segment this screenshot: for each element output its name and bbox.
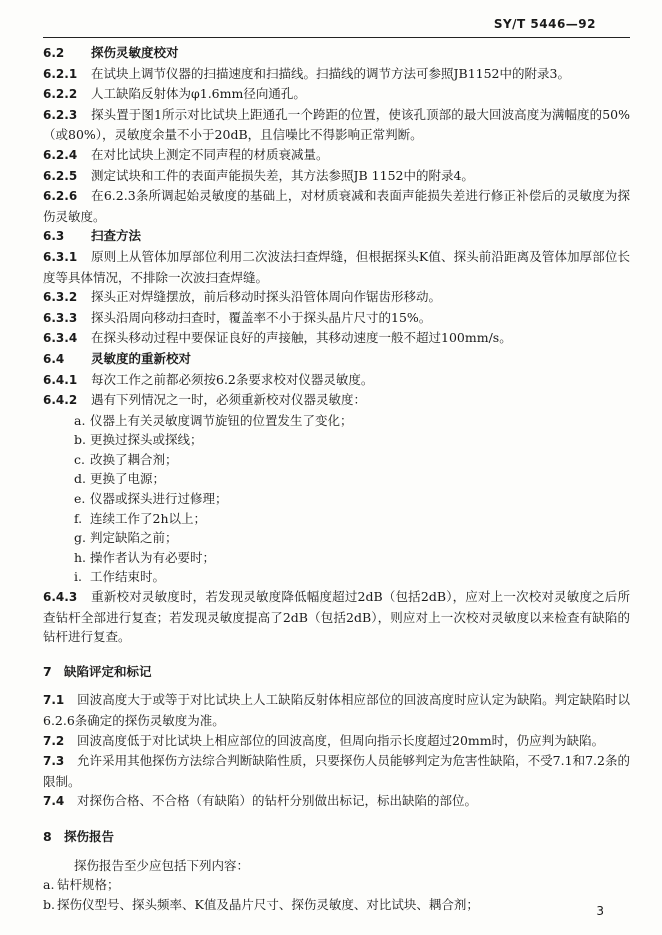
list-item: d. 更换了电源； <box>74 471 166 487</box>
clause-7-3: 7.3 允许采用其他探伤方法综合判断缺陷性质，只要探伤人员能够判定为危害性缺陷，不受7.1和7.2条的限制。 <box>43 753 630 789</box>
spacer <box>43 847 630 856</box>
list-item: b. 探伤仪型号、探头频率、K值及晶片尺寸、探伤灵敏度、对比试块、耦合剂； <box>43 896 479 912</box>
spacer <box>43 812 630 827</box>
header-rule <box>43 37 630 38</box>
spacer <box>43 647 630 662</box>
list-item: a. 钻杆规格； <box>43 877 120 893</box>
clause-6-2-2: 6.2.2 人工缺陷反射体为φ1.6mm径向通孔。 <box>43 86 306 102</box>
list-item: i. 工作结束时。 <box>74 569 166 585</box>
clause-7-2: 7.2 回波高度低于对比试块上相应部位的回波高度，但周向指示长度超过20mm时，仍应判为缺陷。 <box>43 732 605 748</box>
section-heading-6-2: 6.2 探伤灵敏度校对 <box>43 45 179 60</box>
list-item: h. 操作者认为有必要时； <box>74 549 216 565</box>
section-heading-6-4: 6.4 灵敏度的重新校对 <box>43 350 192 366</box>
page-number: 3 <box>596 904 604 918</box>
list-item: f. 连续工作了2h以上； <box>74 510 207 526</box>
clause-7-1: 7.1 回波高度大于或等于对比试块上人工缺陷反射体相应部位的回波高度时应认定为缺陷。判定缺陷时以6.2.6条确定的探伤灵敏度为准。 <box>43 692 630 728</box>
clause-6-2-3: 6.2.3 探头置于图1所示对比试块上距通孔一个跨距的位置，使该孔顶部的最大回波高度为满幅度的50%（或80%），灵敏度余量不小于20dB，且信噪比不得影响正常判断。 <box>43 106 630 143</box>
clause-6-4-1: 6.4.1 每次工作之前都必须按6.2条要求校对仪器灵敏度。 <box>43 371 374 387</box>
chapter-heading-8: 8 探伤报告 <box>43 828 115 844</box>
clause-6-2-4: 6.2.4 在对比试块上测定不同声程的材质衰减量。 <box>43 146 329 162</box>
report-intro: 探伤报告至少应包括下列内容： <box>74 857 250 873</box>
standard-code-header: SY/T 5446—92 <box>493 17 596 31</box>
spacer <box>43 681 630 690</box>
clause-6-3-1: 6.3.1 原则上从管体加厚部位利用二次波法扫查焊缝，但根据探头K值、探头前沿距离及管体加厚部位长度等具体情况，不排除一次波扫查焊缝。 <box>43 248 630 285</box>
list-item: a. 仪器上有关灵敏度调节旋钮的位置发生了变化； <box>74 412 353 428</box>
list-item: e. 仪器或探头进行过修理； <box>74 491 228 507</box>
clause-6-2-6: 6.2.6 在6.2.3条所调起始灵敏度的基础上，对材质衰减和表面声能损失差进行修正补偿后的灵敏度为探伤灵敏度。 <box>43 188 630 224</box>
document-body <box>43 43 630 914</box>
clause-6-4-2: 6.4.2 遇有下列情况之一时，必须重新校对仪器灵敏度： <box>43 392 367 408</box>
list-item: c. 改换了耦合剂； <box>74 451 178 467</box>
list-item: g. 判定缺陷之前； <box>74 530 178 546</box>
clause-6-3-4: 6.3.4 在探头移动过程中要保证良好的声接触，其移动速度一般不超过100mm/s。 <box>43 330 512 346</box>
clause-6-3-2: 6.3.2 探头正对焊缝摆放，前后移动时探头沿管体周向作锯齿形移动。 <box>43 289 442 305</box>
section-heading-6-3: 6.3 扫查方法 <box>43 228 142 244</box>
clause-6-3-3: 6.3.3 探头沿周向移动扫查时，覆盖率不小于探头晶片尺寸的15%。 <box>43 309 432 325</box>
list-item: b. 更换过探头或探线； <box>74 432 203 448</box>
clause-6-2-1: 6.2.1 在试块上调节仪器的扫描速度和扫描线。扫描线的调节方法可参照JB1152中的附录3。 <box>43 65 570 81</box>
clause-6-4-3: 6.4.3 重新校对灵敏度时，若发现灵敏度降低幅度超过2dB（包括2dB），应对上一次校对灵敏度之后所查钻杆全部进行复查；若发现灵敏度提高了2dB（包括2dB），则应对上一次校对灵敏度以来检查有缺陷的钻杆进行复查。 <box>43 589 630 645</box>
clause-6-2-5: 6.2.5 测定试块和工件的表面声能损失差，其方法参照JB 1152中的附录4。 <box>43 167 474 183</box>
clause-7-4: 7.4 对探伤合格、不合格（有缺陷）的钻杆分别做出标记，标出缺陷的部位。 <box>43 793 478 809</box>
chapter-heading-7: 7 缺陷评定和标记 <box>43 663 152 679</box>
